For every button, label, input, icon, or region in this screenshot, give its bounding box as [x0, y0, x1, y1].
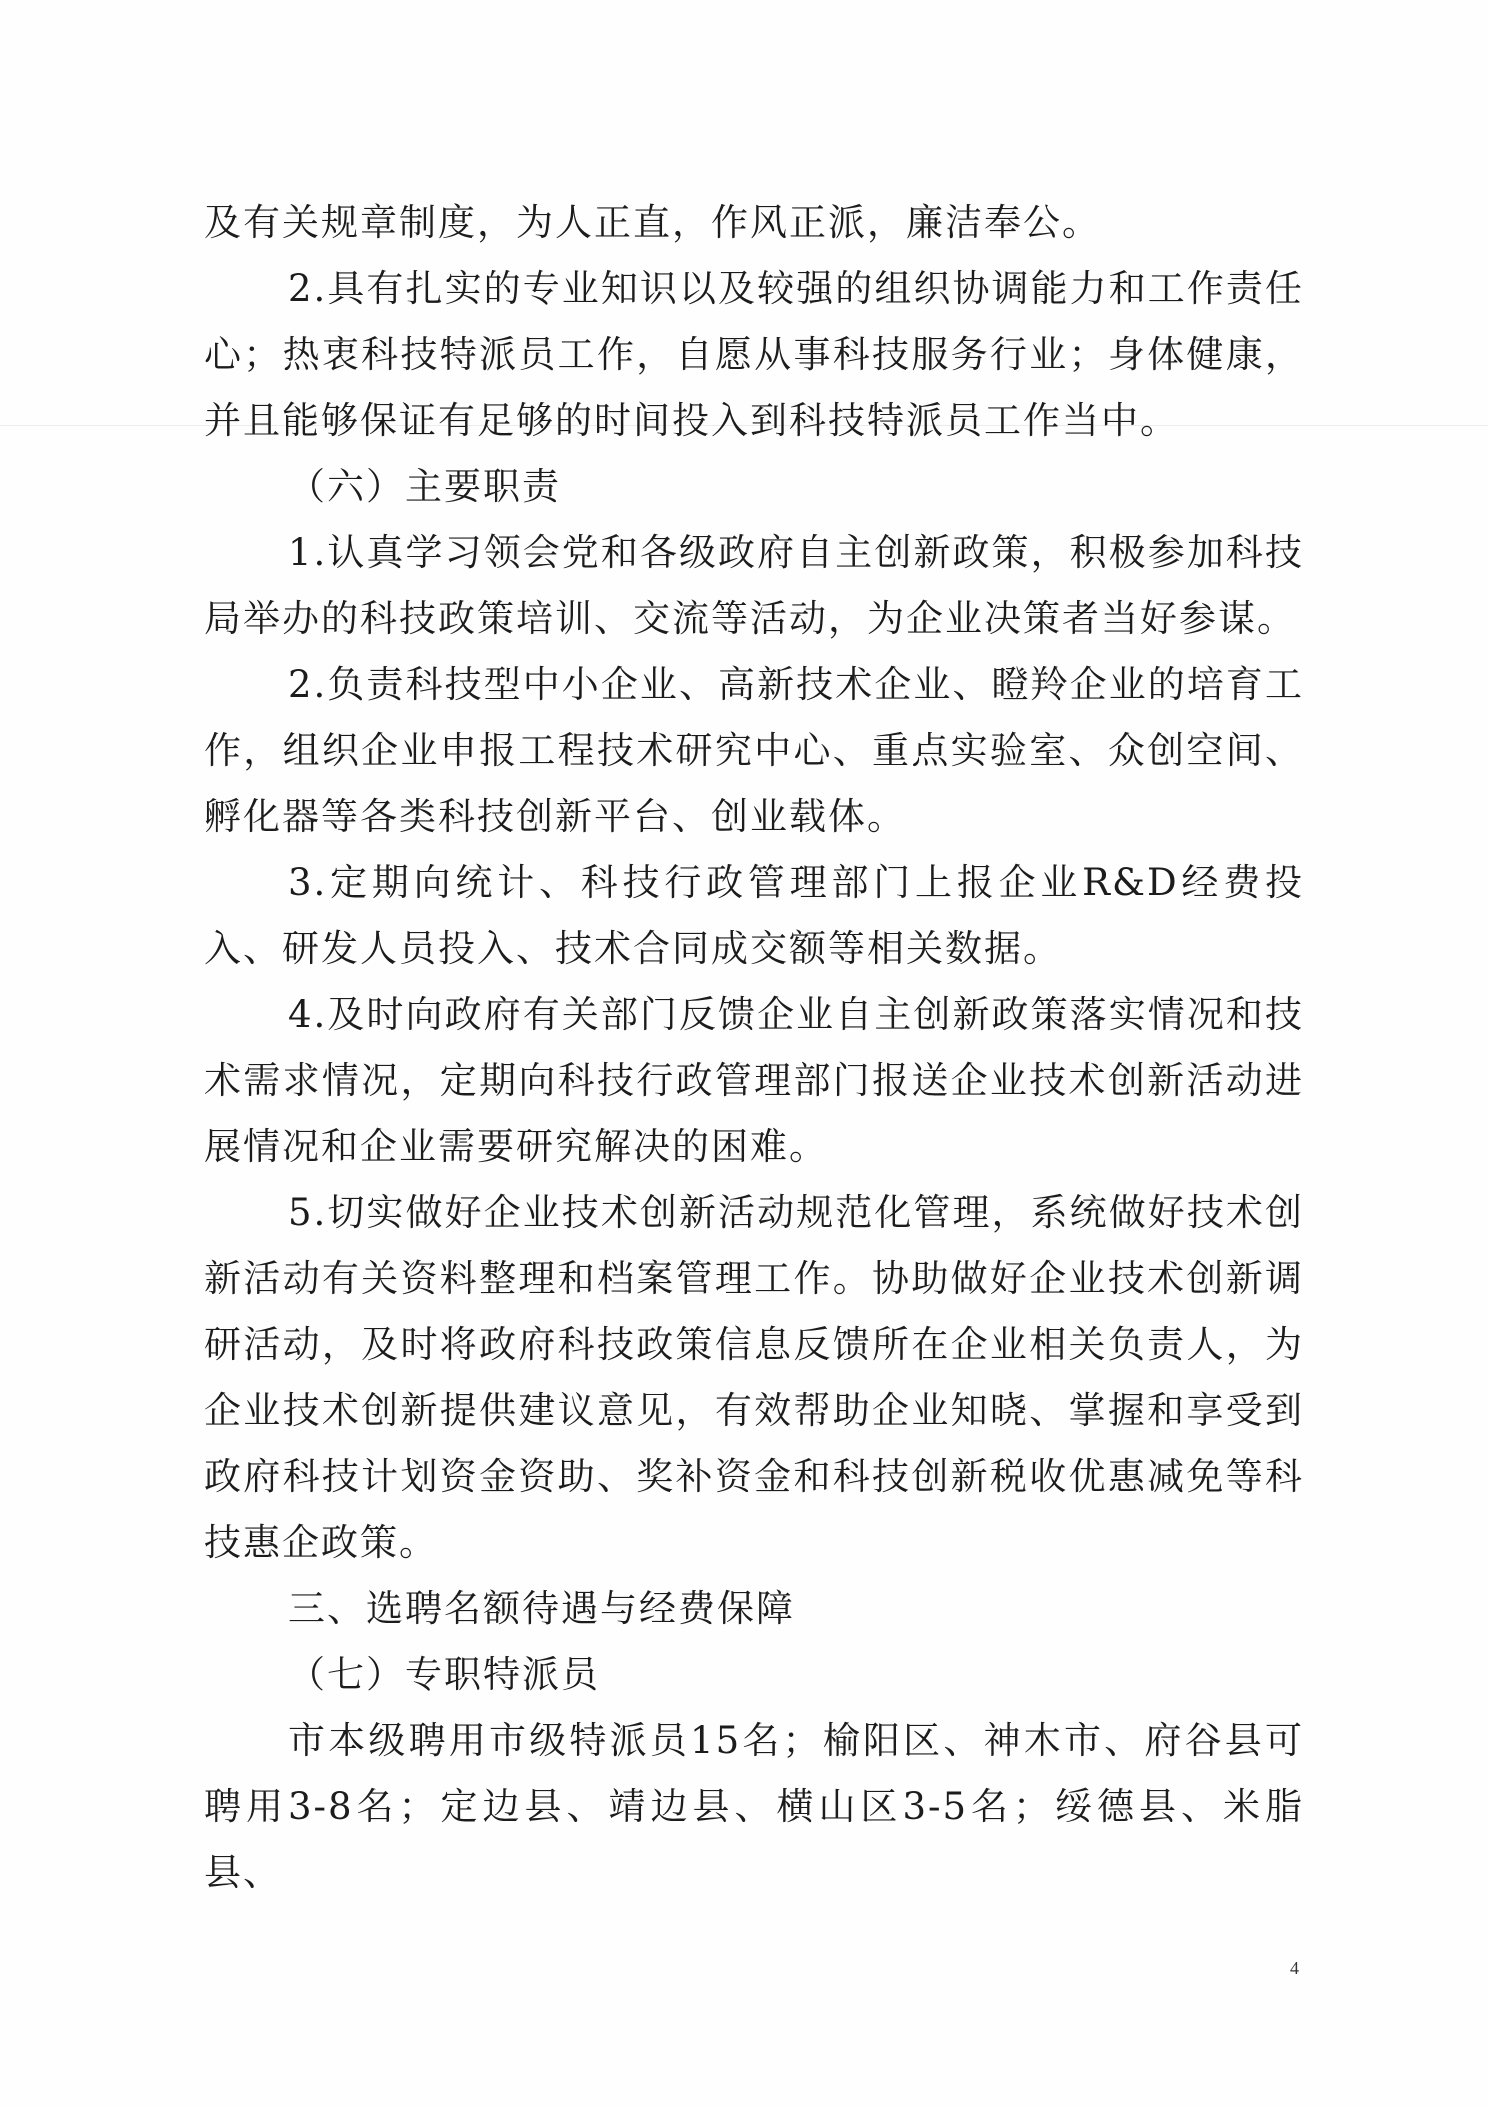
paragraph-duty-1: 1.认真学习领会党和各级政府自主创新政策，积极参加科技局举办的科技政策培训、交流等活动，为企业决策者当好参谋。	[204, 531, 1304, 640]
paragraph-duty-3: 3.定期向统计、科技行政管理部门上报企业R&D经费投入、研发人员投入、技术合同成交额等相关数据。	[204, 861, 1304, 970]
paragraph-quota: 市本级聘用市级特派员15名；榆阳区、神木市、府谷县可聘用3-8名；定边县、靖边县、横山区3-5名；绥德县、米脂县、	[204, 1719, 1304, 1894]
paragraph-continuation: 及有关规章制度，为人正直，作风正派，廉洁奉公。	[204, 201, 1101, 244]
page-number: 4	[1290, 1958, 1299, 1978]
document-body	[204, 190, 1304, 1906]
section-heading-duties: （六）主要职责	[288, 465, 561, 508]
paragraph-duty-4: 4.及时向政府有关部门反馈企业自主创新政策落实情况和技术需求情况，定期向科技行政管理部门报送企业技术创新活动进展情况和企业需要研究解决的困难。	[204, 993, 1304, 1168]
subsection-heading-fulltime: （七）专职特派员	[288, 1653, 600, 1696]
paragraph-duty-5: 5.切实做好企业技术创新活动规范化管理，系统做好技术创新活动有关资料整理和档案管理工作。协助做好企业技术创新调研活动，及时将政府科技政策信息反馈所在企业相关负责人，为企业技术创新提供建议意见，有效帮助企业知晓、掌握和享受到政府科技计划资金资助、奖补资金和科技创新税收优惠减免等科技惠企政策。	[204, 1191, 1304, 1564]
section-heading-quota: 三、选聘名额待遇与经费保障	[288, 1587, 795, 1630]
paragraph-requirement-2: 2.具有扎实的专业知识以及较强的组织协调能力和工作责任心；热衷科技特派员工作，自愿从事科技服务行业；身体健康，并且能够保证有足够的时间投入到科技特派员工作当中。	[204, 267, 1304, 442]
paragraph-duty-2: 2.负责科技型中小企业、高新技术企业、瞪羚企业的培育工作，组织企业申报工程技术研究中心、重点实验室、众创空间、孵化器等各类科技创新平台、创业载体。	[204, 663, 1304, 838]
